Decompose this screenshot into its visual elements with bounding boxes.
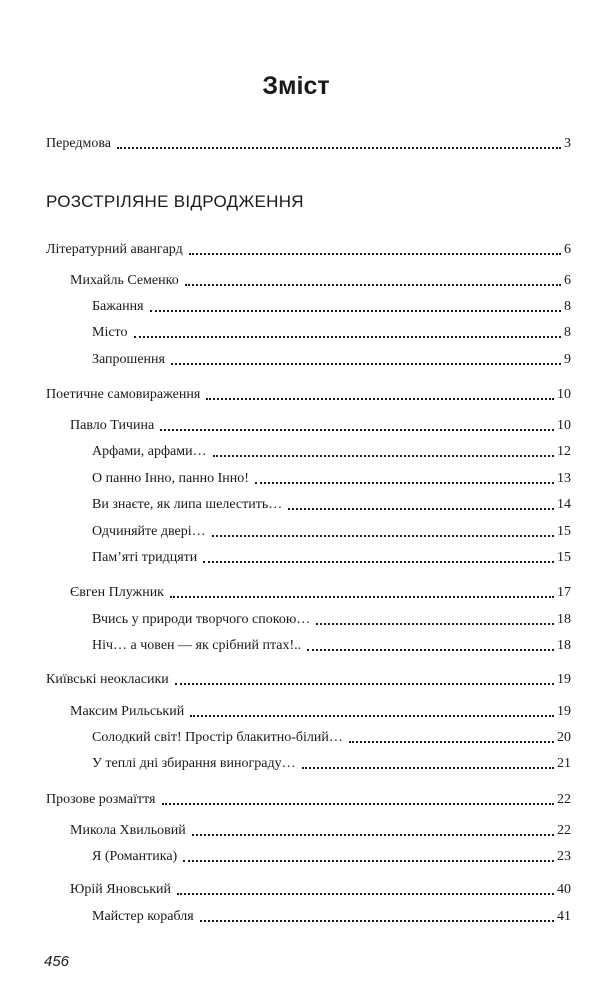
dot-leader: [302, 767, 554, 769]
toc-entry-label: Павло Тичина: [70, 418, 155, 433]
toc-entry-page: 9: [564, 352, 571, 367]
toc-entry: [92, 844, 571, 866]
dot-leader: [150, 310, 561, 312]
toc-entry-page: 19: [557, 672, 571, 687]
toc-entry: [92, 320, 571, 342]
toc-entry-page: 19: [557, 704, 571, 719]
toc-entry-page: 18: [557, 612, 571, 627]
toc-entry-page: 6: [564, 273, 571, 288]
toc-entry-label: Арфами, арфами…: [92, 444, 207, 459]
toc-entry-label: О панно Інно, панно Інно!: [92, 471, 249, 486]
toc-entry-label: Юрій Яновський: [70, 882, 172, 897]
toc-entry: [92, 347, 571, 369]
toc-entry: [92, 904, 571, 926]
dot-leader: [189, 253, 561, 255]
toc-entry-label: Запрошення: [92, 352, 165, 367]
page-title: Зміст: [262, 72, 330, 100]
toc-entry-page: 10: [557, 418, 571, 433]
toc-entry: [70, 580, 571, 602]
toc-entry: [92, 725, 571, 747]
toc-entry-page: 40: [557, 882, 571, 897]
toc-entry-page: 23: [557, 849, 571, 864]
toc-entry-page: 10: [557, 387, 571, 402]
toc-entry-label: Майстер корабля: [92, 909, 194, 924]
dot-leader: [190, 715, 554, 717]
toc-entry-page: 12: [557, 444, 571, 459]
dot-leader: [160, 429, 554, 431]
toc-entry: [92, 466, 571, 488]
toc-entry-page: 15: [557, 550, 571, 565]
dot-leader: [175, 683, 554, 685]
page-number: 456: [44, 953, 70, 970]
dot-leader: [316, 623, 554, 625]
toc-entry-label: У теплі дні збирання винограду…: [92, 756, 296, 771]
toc-entry: [70, 877, 571, 899]
toc-entry: [92, 545, 571, 567]
toc-entry: [46, 382, 571, 404]
toc-entry-page: 8: [564, 299, 571, 314]
toc-entry: [70, 818, 571, 840]
toc-entry-page: 8: [564, 325, 571, 340]
toc-entry-label: Вчись у природи творчого спокою…: [92, 612, 311, 627]
toc-entry-label: Максим Рильський: [70, 704, 185, 719]
dot-leader: [212, 535, 554, 537]
dot-leader: [307, 649, 554, 651]
dot-leader: [213, 455, 554, 457]
toc-entry: [70, 413, 571, 435]
toc-entry-label: Я (Романтика): [92, 849, 178, 864]
dot-leader: [177, 893, 554, 895]
toc-entry-label: Місто: [92, 325, 128, 340]
toc-entry-page: 14: [557, 497, 571, 512]
toc-entry: [46, 237, 571, 259]
dot-leader: [183, 860, 554, 862]
toc-entry-page: 20: [557, 730, 571, 745]
dot-leader: [162, 803, 555, 805]
toc-entry-label: Київські неокласики: [46, 672, 169, 687]
section-header: РОЗСТРІЛЯНЕ ВІДРОДЖЕННЯ: [46, 192, 304, 211]
toc-entry: [92, 607, 571, 629]
toc-entry-page: 17: [557, 585, 571, 600]
dot-leader: [255, 482, 554, 484]
toc-entry: [70, 268, 571, 290]
dot-leader: [171, 363, 561, 365]
toc-entry-label: Солодкий світ! Простір блакитно-білий…: [92, 730, 343, 745]
toc-entry-page: 41: [557, 909, 571, 924]
toc-entry-label: Ви знаєте, як липа шелестить…: [92, 497, 283, 512]
toc-entry-page: 21: [557, 756, 571, 771]
toc-entry-label: Ніч… а човен — як срібний птах!..: [92, 638, 302, 653]
toc-entry: [92, 633, 571, 655]
toc-entry-page: 15: [557, 524, 571, 539]
toc-entry-page: 3: [564, 136, 571, 151]
dot-leader: [117, 147, 561, 149]
toc-entry: [46, 667, 571, 689]
dot-leader: [206, 398, 554, 400]
toc-entry-page: 13: [557, 471, 571, 486]
toc-entry-page: 18: [557, 638, 571, 653]
dot-leader: [134, 336, 562, 338]
toc-entry-label: Одчиняйте двері…: [92, 524, 206, 539]
toc-entry-label: Пам’яті тридцяти: [92, 550, 198, 565]
toc-entry-page: 6: [564, 242, 571, 257]
dot-leader: [192, 834, 554, 836]
toc-entry-label: Прозове розмаїття: [46, 792, 156, 807]
toc-entry-label: Микола Хвильовий: [70, 823, 186, 838]
toc-entry: [92, 751, 571, 773]
toc-entry: [92, 439, 571, 461]
dot-leader: [203, 561, 554, 563]
dot-leader: [185, 284, 561, 286]
toc-entry-label: Літературний авангард: [46, 242, 183, 257]
toc-entry: [70, 699, 571, 721]
toc-entry-page: 22: [557, 823, 571, 838]
toc-entry-preface: [46, 131, 571, 153]
dot-leader: [288, 508, 554, 510]
toc-entry-label: Михайль Семенко: [70, 273, 179, 288]
dot-leader: [200, 920, 554, 922]
toc-entry: [92, 519, 571, 541]
dot-leader: [349, 741, 554, 743]
toc-entry-label: Передмова: [46, 136, 111, 151]
toc-entry-label: Поетичне самовираження: [46, 387, 201, 402]
toc-entry: [92, 492, 571, 514]
toc-entry-label: Євген Плужник: [70, 585, 164, 600]
toc-entry: [92, 294, 571, 316]
toc-entry: [46, 787, 571, 809]
toc-entry-label: Бажання: [92, 299, 144, 314]
dot-leader: [170, 596, 554, 598]
toc-entry-page: 22: [557, 792, 571, 807]
